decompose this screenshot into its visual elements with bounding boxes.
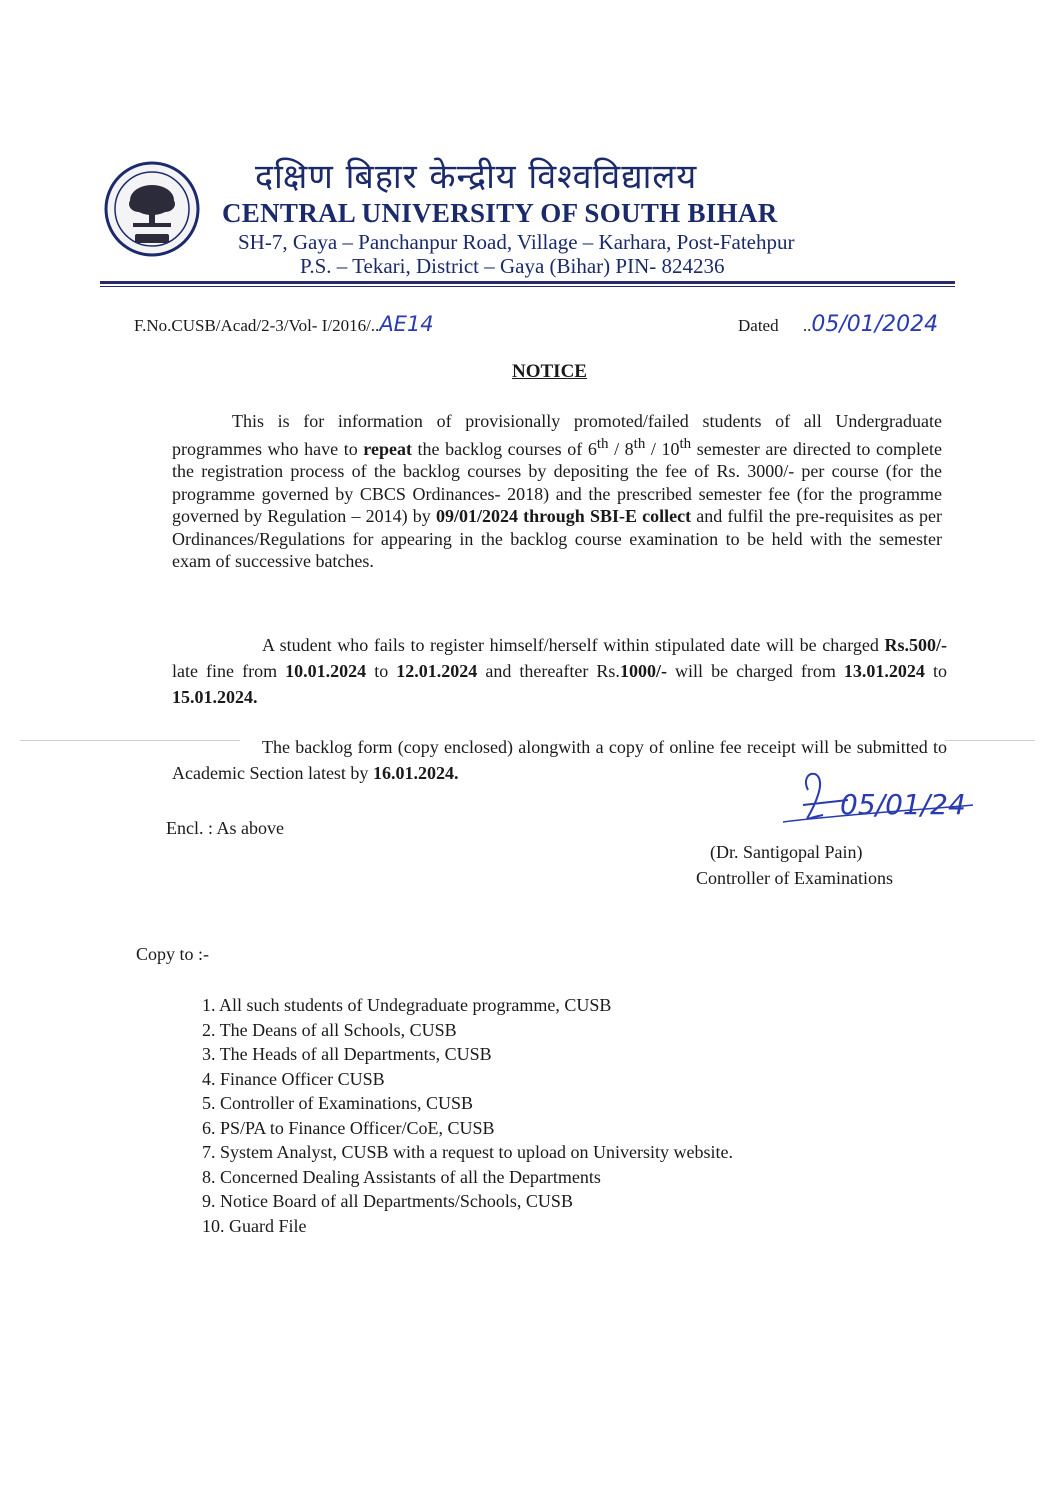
signatory-designation: Controller of Examinations	[696, 868, 893, 888]
list-item: 7. System Analyst, CUSB with a request to upload on University website.	[202, 1142, 733, 1162]
para1-text-2: the backlog courses of 6	[411, 438, 597, 459]
notice-paragraph-1	[172, 410, 942, 573]
para1-text-6: and fulfil the pre-requisites as per Ordinances/Regulations for appearing in the backlog course examination to be held with the semester exam of successive batches.	[172, 506, 942, 571]
para1-sup-2: th	[633, 435, 646, 452]
para3-bold-date: 16.01.2024.	[372, 763, 459, 783]
para2-bold-date-2: 12.01.2024	[396, 661, 478, 681]
enclosure: Encl. : As above	[166, 818, 284, 838]
para1-text-5: semester are directed to complete the registration process of the backlog courses by depositing the fee of Rs. 3000/- per course (for the programme governed by CBCS Ordinances- 2018) and the prescribed semester fee (for the programme governed by Regulation – 2014) by	[172, 438, 942, 526]
scan-line-right	[945, 740, 1035, 741]
para1-text-1: This is for information of provisionally promoted/failed students of all Undergraduate programmes who have to	[172, 411, 942, 459]
para1-text-4: / 10	[645, 438, 680, 459]
para2-bold-fine-500: Rs.500/-	[884, 635, 947, 655]
file-number-handwritten: AE14	[379, 312, 434, 336]
dated-label: Dated	[738, 316, 779, 335]
para1-text-3: / 8	[608, 438, 634, 459]
address-line-1: SH-7, Gaya – Panchanpur Road, Village – Karhara, Post-Fatehpur	[238, 230, 795, 254]
para2-bold-date-3: 13.01.2024	[843, 661, 925, 681]
para2-bold-date-4: 15.01.2024.	[172, 687, 258, 707]
address-line-2: P.S. – Tekari, District – Gaya (Bihar) PIN- 824236	[300, 254, 725, 278]
para1-sup-1: th	[596, 435, 609, 452]
para2-text-5: will be charged from	[666, 661, 844, 681]
list-item: 8. Concerned Dealing Assistants of all the Departments	[202, 1166, 601, 1187]
list-item: 9. Notice Board of all Departments/Schools, CUSB	[202, 1191, 573, 1211]
signature-date: 05/01/24	[840, 788, 966, 821]
signature	[778, 760, 978, 840]
para1-bold-deadline: 09/01/2024 through SBI-E collect	[435, 506, 692, 526]
list-item: 5. Controller of Examinations, CUSB	[202, 1093, 473, 1113]
list-item: 4. Finance Officer CUSB	[202, 1068, 385, 1089]
para1-bold-repeat: repeat	[363, 438, 412, 459]
para2-text-3: to	[366, 661, 397, 681]
date-handwritten: 05/01/2024	[811, 312, 939, 337]
list-item: 1. All such students of Undegraduate programme, CUSB	[202, 995, 612, 1015]
university-logo	[103, 160, 201, 260]
copy-to-label: Copy to :-	[136, 944, 210, 964]
date-dots: ..	[802, 316, 812, 335]
list-item: 2. The Deans of all Schools, CUSB	[202, 1019, 457, 1040]
signatory-name: (Dr. Santigopal Pain)	[710, 842, 863, 862]
file-number	[134, 312, 434, 336]
list-item: 3. The Heads of all Departments, CUSB	[202, 1044, 492, 1064]
university-name-english: CENTRAL UNIVERSITY OF SOUTH BIHAR	[222, 198, 778, 228]
para2-text-2: late fine from	[172, 661, 286, 681]
para3-text-1: The backlog form (copy enclosed) alongwith a copy of online fee receipt will be submitted to Academic Section latest by	[172, 737, 947, 783]
dated	[738, 312, 938, 337]
para2-text-4: and thereafter Rs.	[477, 661, 620, 681]
para2-bold-fine-1000: 1000/-	[619, 661, 667, 681]
notice-paragraph-2	[172, 632, 947, 710]
university-name-hindi: दक्षिण बिहार केन्द्रीय विश्वविद्यालय	[255, 157, 698, 197]
list-item: 6. PS/PA to Finance Officer/CoE, CUSB	[202, 1117, 495, 1138]
para2-bold-date-1: 10.01.2024	[285, 661, 367, 681]
letterhead-rule-thin	[100, 286, 955, 287]
list-item: 10. Guard File	[202, 1215, 307, 1236]
notice-title: NOTICE	[512, 361, 587, 382]
copy-to-list	[202, 993, 733, 1238]
letterhead-rule	[100, 281, 955, 284]
para2-text-6: to	[924, 661, 947, 681]
para2-text-1: A student who fails to register himself/herself within stipulated date will be charged	[262, 635, 885, 655]
para1-sup-3: th	[679, 435, 692, 452]
file-number-prefix: F.No.CUSB/Acad/2-3/Vol- I/2016/..	[134, 316, 380, 335]
